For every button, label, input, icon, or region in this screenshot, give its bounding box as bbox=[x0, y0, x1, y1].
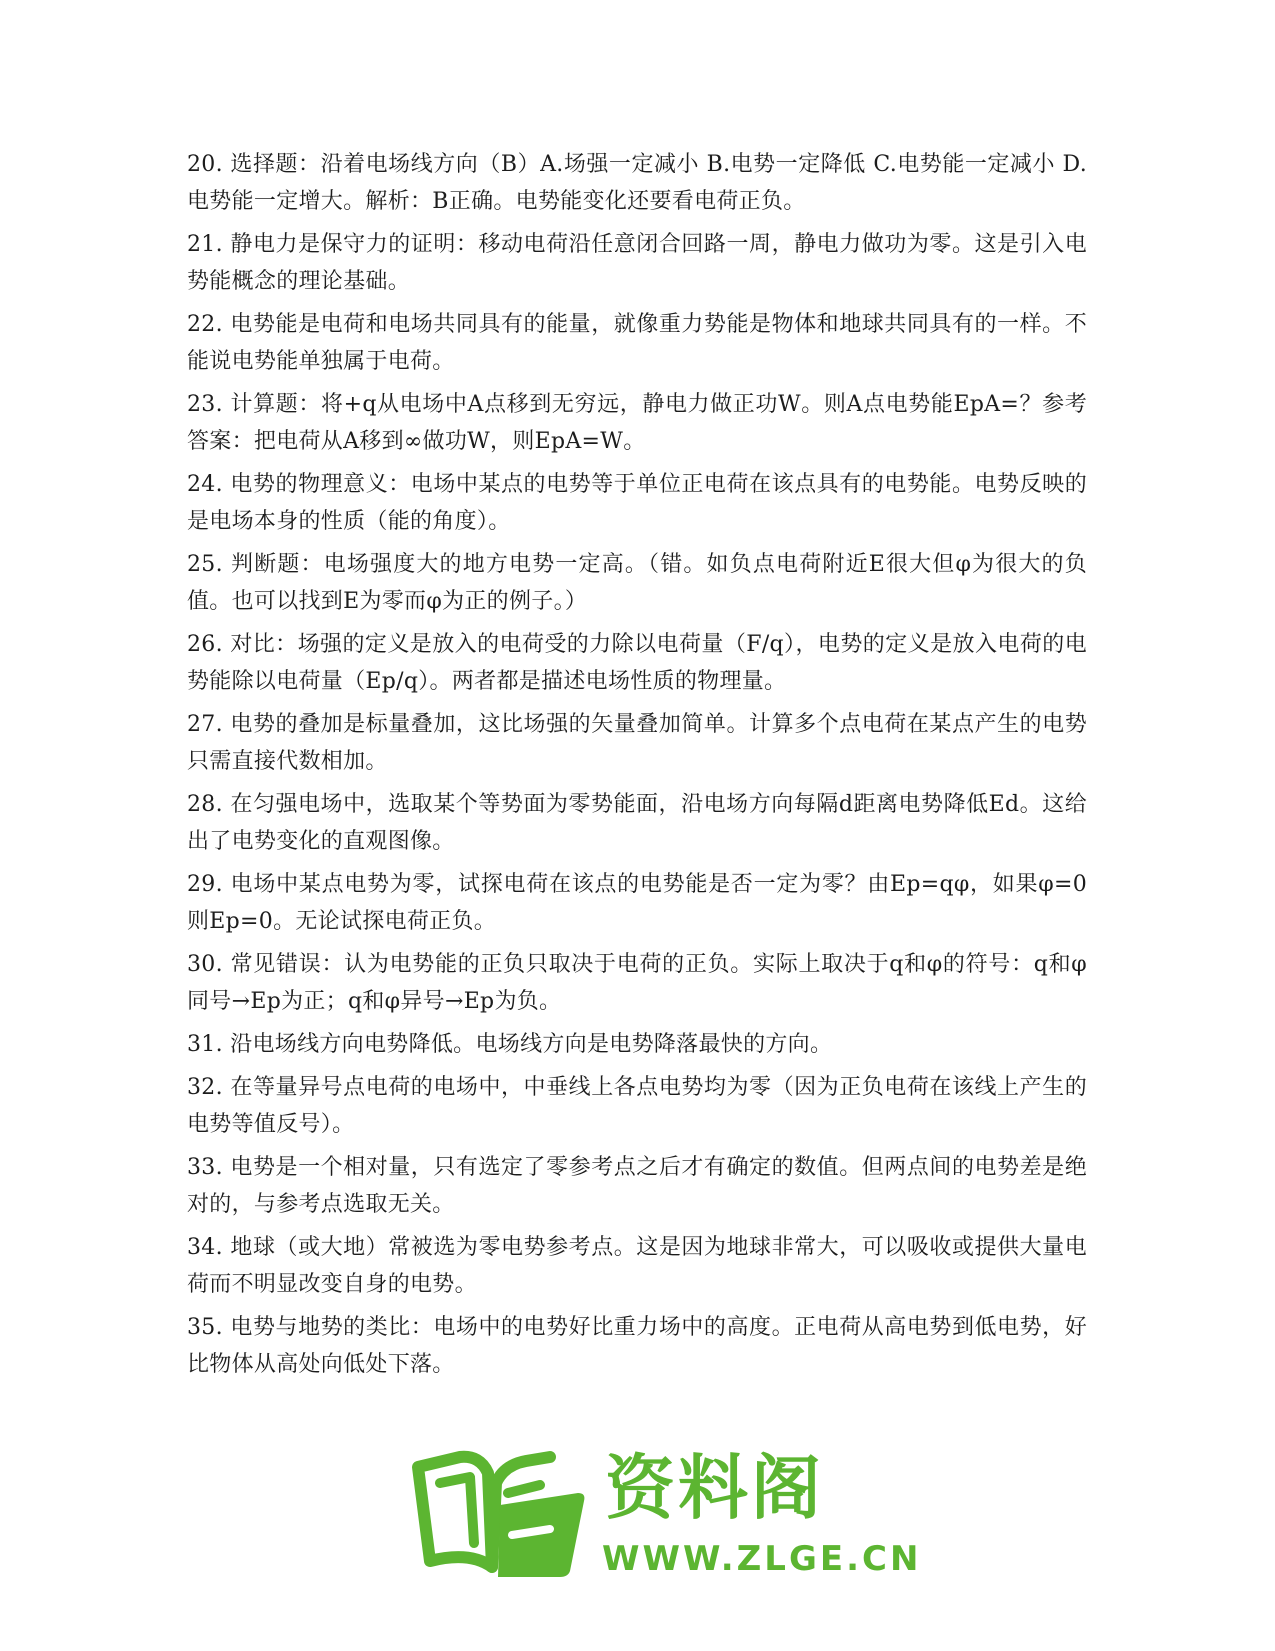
list-item: 24. 电势的物理意义：电场中某点的电势等于单位正电荷在该点具有的电势能。电势反映的是电场本身的性质（能的角度）。 bbox=[187, 472, 1087, 534]
brand-name: 资料阁 bbox=[605, 1447, 824, 1529]
list-item: 32. 在等量异号点电荷的电场中，中垂线上各点电势均为零（因为正负电荷在该线上产生的电势等值反号）。 bbox=[187, 1075, 1087, 1137]
list-item: 26. 对比：场强的定义是放入的电荷受的力除以电荷量（F/q），电势的定义是放入电荷的电势能除以电荷量（Ep/q）。两者都是描述电场性质的物理量。 bbox=[187, 632, 1087, 694]
list-item: 34. 地球（或大地）常被选为零电势参考点。这是因为地球非常大，可以吸收或提供大量电荷而不明显改变自身的电势。 bbox=[187, 1235, 1087, 1297]
document-body bbox=[187, 146, 1087, 1389]
list-item: 27. 电势的叠加是标量叠加，这比场强的矢量叠加简单。计算多个点电荷在某点产生的电势只需直接代数相加。 bbox=[187, 712, 1087, 774]
open-book-folder-icon bbox=[400, 1443, 600, 1583]
list-item: 35. 电势与地势的类比：电场中的电势好比重力场中的高度。正电荷从高电势到低电势，好比物体从高处向低处下落。 bbox=[187, 1315, 1087, 1377]
list-item: 23. 计算题：将+q从电场中A点移到无穷远，静电力做正功W。则A点电势能EpA=？参考答案：把电荷从A移到∞做功W，则EpA=W。 bbox=[187, 392, 1087, 454]
list-item: 29. 电场中某点电势为零，试探电荷在该点的电势能是否一定为零？由Ep=qφ，如果φ=0则Ep=0。无论试探电荷正负。 bbox=[187, 872, 1087, 934]
list-item: 31. 沿电场线方向电势降低。电场线方向是电势降落最快的方向。 bbox=[187, 1032, 833, 1057]
list-item: 20. 选择题：沿着电场线方向（B）A.场强一定减小 B.电势一定降低 C.电势能一定减小 D.电势能一定增大。解析：B正确。电势能变化还要看电荷正负。 bbox=[187, 152, 1087, 214]
list-item: 30. 常见错误：认为电势能的正负只取决于电荷的正负。实际上取决于q和φ的符号：q和φ同号→Ep为正；q和φ异号→Ep为负。 bbox=[187, 952, 1087, 1014]
list-item: 22. 电势能是电荷和电场共同具有的能量，就像重力势能是物体和地球共同具有的一样。不能说电势能单独属于电荷。 bbox=[187, 312, 1087, 374]
list-item: 25. 判断题：电场强度大的地方电势一定高。（错。如负点电荷附近E很大但φ为很大的负值。也可以找到E为零而φ为正的例子。） bbox=[187, 552, 1087, 614]
brand-logo bbox=[400, 1443, 922, 1583]
list-item: 33. 电势是一个相对量，只有选定了零参考点之后才有确定的数值。但两点间的电势差是绝对的，与参考点选取无关。 bbox=[187, 1155, 1087, 1217]
list-item: 21. 静电力是保守力的证明：移动电荷沿任意闭合回路一周，静电力做功为零。这是引入电势能概念的理论基础。 bbox=[187, 232, 1087, 294]
brand-url: WWW.ZLGE.CN bbox=[602, 1539, 922, 1579]
list-item: 28. 在匀强电场中，选取某个等势面为零势能面，沿电场方向每隔d距离电势降低Ed。这给出了电势变化的直观图像。 bbox=[187, 792, 1087, 854]
